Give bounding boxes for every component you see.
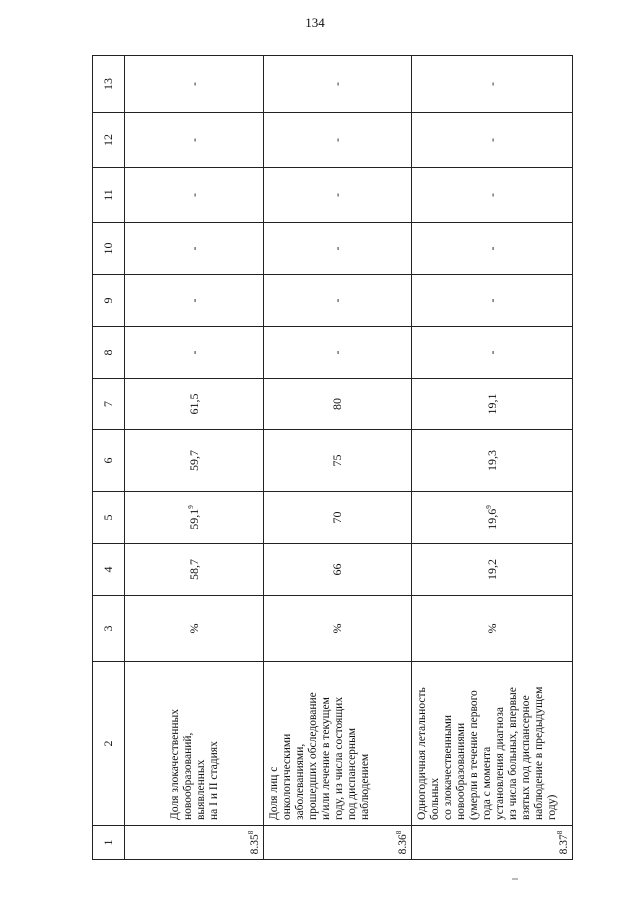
indicator-table — [92, 55, 573, 860]
header-cell: 1 — [93, 826, 125, 860]
value-cell: 19,2 — [412, 544, 573, 596]
header-cell: 2 — [93, 662, 125, 826]
value-cell: - — [264, 56, 412, 113]
table-row — [264, 56, 412, 860]
description-line: и/или лечение в текущем — [320, 697, 332, 820]
value-cell: - — [125, 56, 264, 113]
value-cell: 19,3 — [412, 430, 573, 492]
description-line: под диспансерным — [346, 727, 358, 820]
unit-cell: % — [412, 596, 573, 662]
description-line: Доля злокачественных — [169, 709, 181, 820]
header-cell: 6 — [93, 430, 125, 492]
row-description — [412, 662, 573, 826]
value-cell: - — [125, 327, 264, 379]
scan-artifact — [512, 878, 518, 880]
description-line: на I и II стадиях — [208, 741, 220, 820]
description-line: году) — [546, 794, 558, 820]
value-cell: - — [412, 56, 573, 113]
value-cell: - — [264, 327, 412, 379]
header-cell: 8 — [93, 327, 125, 379]
value-cell: 58,7 — [125, 544, 264, 596]
value-cell: 75 — [264, 430, 412, 492]
header-cell: 7 — [93, 379, 125, 430]
header-cell: 5 — [93, 492, 125, 544]
description-line: новообразований, — [182, 732, 194, 820]
description-line: со злокачественными — [442, 714, 454, 820]
description-line: прошедших обследование — [307, 692, 319, 820]
value-cell: 70 — [264, 492, 412, 544]
value-cell: 59,7 — [125, 430, 264, 492]
row-number: 8.37$^8$ — [412, 826, 573, 860]
description-line: году, из числа состоящих — [333, 696, 345, 820]
value-cell: - — [412, 275, 573, 327]
value-cell: - — [125, 113, 264, 168]
header-cell: 13 — [93, 56, 125, 113]
value-cell: - — [412, 327, 573, 379]
description-line: из числа больных, впервые — [507, 687, 519, 820]
header-cell: 11 — [93, 168, 125, 223]
unit-cell: % — [125, 596, 264, 662]
table-row — [412, 56, 573, 860]
description-line: наблюдением — [359, 753, 371, 820]
value-cell: 59,1$^9$ — [125, 492, 264, 544]
unit-cell: % — [264, 596, 412, 662]
value-cell: - — [412, 113, 573, 168]
row-description — [125, 662, 264, 826]
description-line: взятых под диспансерное — [520, 695, 532, 820]
value-cell: 80 — [264, 379, 412, 430]
header-cell: 3 — [93, 596, 125, 662]
indicator-table-rotated — [92, 56, 570, 860]
value-cell: - — [412, 168, 573, 223]
description-line: установления диагноза — [494, 706, 506, 820]
header-cell: 12 — [93, 113, 125, 168]
value-cell: - — [125, 275, 264, 327]
page-number: 134 — [305, 15, 325, 30]
table-row — [125, 56, 264, 860]
value-cell: 19,1 — [412, 379, 573, 430]
description-line: Одногодичная летальность — [416, 687, 428, 820]
description-line: новообразованиями — [455, 722, 467, 820]
row-number: 8.36$^8$ — [264, 826, 412, 860]
value-cell: - — [264, 275, 412, 327]
description-line: Доля лиц с — [268, 766, 280, 820]
header-cell: 4 — [93, 544, 125, 596]
row-description — [264, 662, 412, 826]
description-line: заболеваниями, — [294, 743, 306, 820]
value-cell: - — [412, 223, 573, 275]
value-cell: - — [264, 113, 412, 168]
value-cell: - — [264, 223, 412, 275]
value-cell: 19,6$^9$ — [412, 492, 573, 544]
description-line: наблюдение в предыдущем — [533, 686, 545, 820]
header-cell: 9 — [93, 275, 125, 327]
value-cell: - — [125, 168, 264, 223]
value-cell: 61,5 — [125, 379, 264, 430]
description-line: (умерли в течение первого — [468, 690, 480, 820]
row-number: 8.35$^8$ — [125, 826, 264, 860]
value-cell: - — [264, 168, 412, 223]
header-row — [93, 56, 125, 860]
description-line: года с момента — [481, 746, 493, 820]
header-cell: 10 — [93, 223, 125, 275]
description-line: больных — [429, 777, 441, 820]
value-cell: - — [125, 223, 264, 275]
value-cell: 66 — [264, 544, 412, 596]
description-line: выявленных — [195, 759, 207, 820]
description-line: онкологическими — [281, 733, 293, 820]
